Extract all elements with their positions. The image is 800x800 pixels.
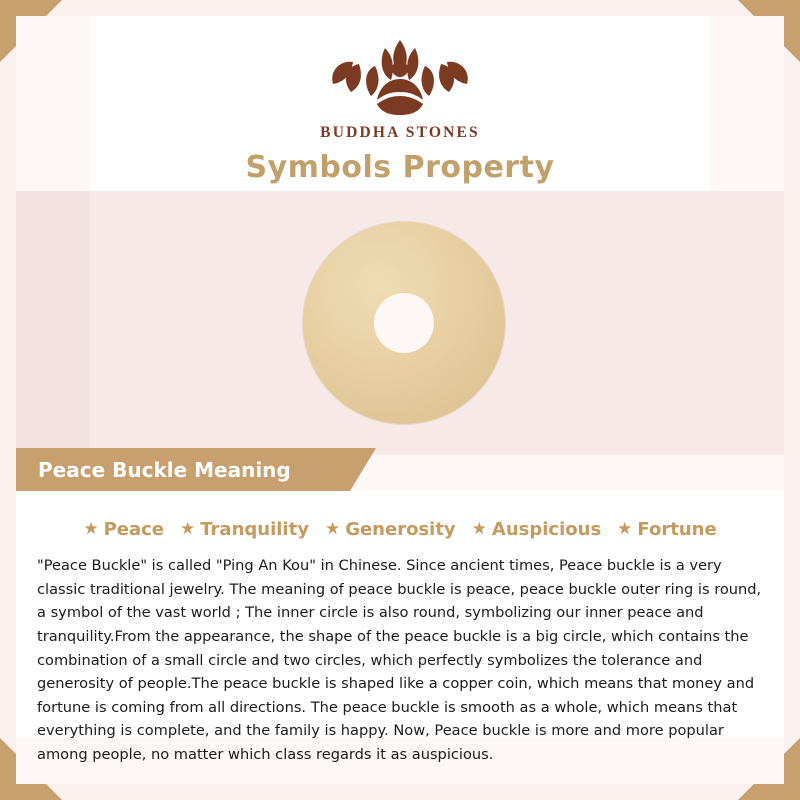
keyword-label: Generosity [345,519,456,540]
lotus-meditation-icon [315,22,485,122]
section-ribbon [16,448,350,491]
section-ribbon-tip [350,448,376,491]
page-title: Symbols Property [245,149,555,185]
keyword-item [617,519,717,540]
star-icon: ★ [324,519,341,539]
peace-buckle-hole [374,293,434,353]
keyword-item [83,519,164,540]
content-panel [16,491,784,764]
brand-name: BUDDHA STONES [320,124,480,141]
keyword-label: Peace [103,519,164,540]
keyword-item [472,519,602,540]
star-icon: ★ [83,519,99,539]
peace-buckle-disc [303,222,505,424]
figure-band-left-strip [16,191,90,455]
keyword-item [180,519,309,540]
keyword-item [325,519,456,540]
keyword-label: Fortune [637,519,717,540]
keyword-list [16,491,784,540]
section-ribbon-label: Peace Buckle Meaning [38,457,291,482]
page-title-band [163,143,637,191]
star-icon: ★ [471,519,487,539]
keyword-label: Auspicious [491,519,602,540]
keyword-label: Tranquility [200,519,309,540]
star-icon: ★ [180,519,196,539]
body-paragraph: "Peace Buckle" is called "Ping An Kou" in Chinese. Since ancient times, Peace buckle is a very classic traditional jewelry. The meaning of peace buckle is peace, peace buckle outer ring is round, a symbol of the vast world ; The inner circle is also round, symbolizing our inner peace and tranquility.From the appearance, the shape of the peace buckle is a big circle, which contains the combination of a small circle and two circles, which perfectly symbolizes the tolerance and generosity of people.The peace buckle is shaped like a copper coin, which means that money and fortune is coming from all directions. The peace buckle is smooth as a whole, which means that everything is complete, and the family is happy. Now, Peace buckle is more and more popular among people, no matter which class regards it as auspicious. [37,557,762,764]
star-icon: ★ [617,519,633,539]
brand-logo [0,22,800,142]
